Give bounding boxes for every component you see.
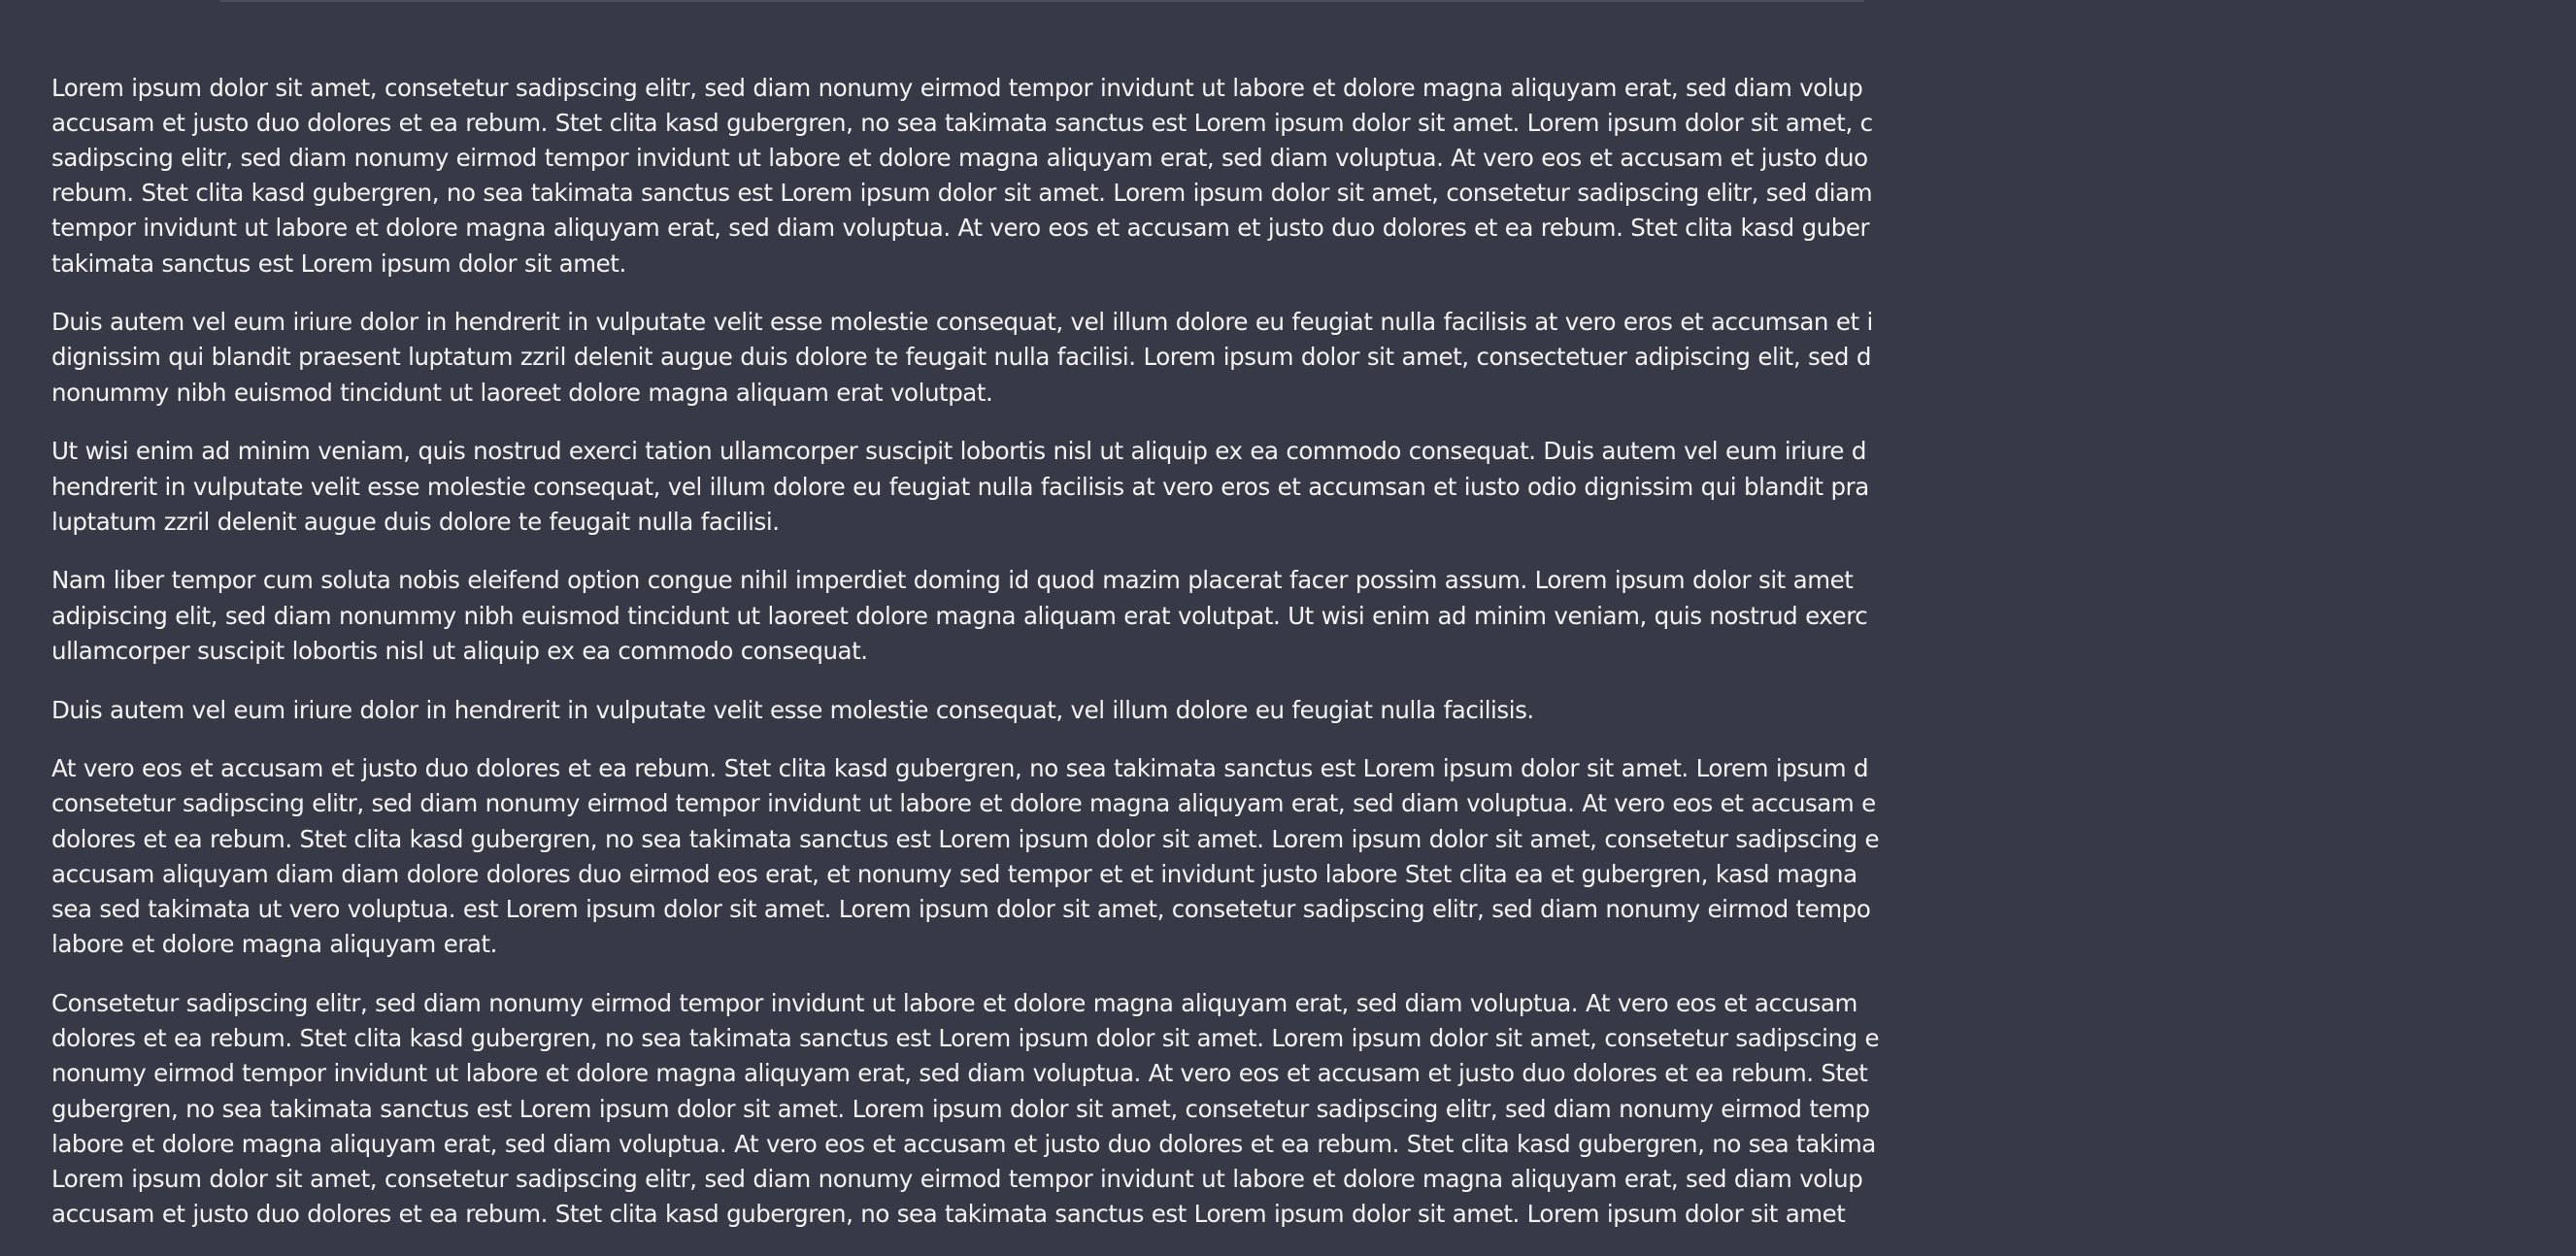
- paragraph-1: [51, 71, 2576, 281]
- paragraph-3: [51, 434, 2576, 540]
- paragraph-2: [51, 305, 2576, 411]
- text-line: nonummy nibh euismod tincidunt ut laoreet dolore magna aliquam erat volutpat.: [51, 378, 993, 407]
- text-line: Ut wisi enim ad minim veniam, quis nostrud exerci tation ullamcorper suscipit lobortis nisl ut aliquip ex ea commodo consequat. Duis autem vel eum iriure d: [51, 437, 1866, 466]
- text-line: tempor invidunt ut labore et dolore magna aliquyam erat, sed diam voluptua. At vero eos et accusam et justo duo dolores et ea rebum. Stet clita kasd guber: [51, 214, 1870, 243]
- paragraph-6: [51, 751, 2576, 962]
- paragraph-5: [51, 693, 2576, 728]
- text-line: dolores et ea rebum. Stet clita kasd gubergren, no sea takimata sanctus est Lorem ipsum dolor sit amet. Lorem ipsum dolor sit amet, consetetur sadipscing e: [51, 824, 1880, 853]
- text-line: Duis autem vel eum iriure dolor in hendrerit in vulputate velit esse molestie consequat, vel illum dolore eu feugiat nulla facilisis.: [51, 695, 1534, 724]
- text-line: labore et dolore magna aliquyam erat.: [51, 930, 497, 959]
- document-body[interactable]: [51, 47, 2576, 1256]
- text-line: luptatum zzril delenit augue duis dolore te feugait nulla facilisi.: [51, 507, 780, 536]
- text-line: dolores et ea rebum. Stet clita kasd gubergren, no sea takimata sanctus est Lorem ipsum dolor sit amet. Lorem ipsum dolor sit amet, consetetur sadipscing e: [51, 1024, 1880, 1053]
- text-line: consetetur sadipscing elitr, sed diam nonumy eirmod tempor invidunt ut labore et dolore magna aliquyam erat, sed diam voluptua. At vero eos et accusam e: [51, 789, 1876, 818]
- text-line: sea sed takimata ut vero voluptua. est Lorem ipsum dolor sit amet. Lorem ipsum dolor sit amet, consetetur sadipscing elitr, sed diam nonumy eirmod tempo: [51, 895, 1871, 924]
- text-line: Consetetur sadipscing elitr, sed diam nonumy eirmod tempor invidunt ut labore et dolore magna aliquyam erat, sed diam voluptua. At vero eos et accusam: [51, 988, 1857, 1017]
- text-line: adipiscing elit, sed diam nonummy nibh euismod tincidunt ut laoreet dolore magna aliquam erat volutpat. Ut wisi enim ad minim veniam, quis nostrud exerc: [51, 601, 1868, 630]
- paragraph-4: [51, 563, 2576, 669]
- text-line: hendrerit in vulputate velit esse molestie consequat, vel illum dolore eu feugiat nulla facilisis at vero eros et accumsan et iusto odio dignissim qui blandit pra: [51, 472, 1869, 501]
- text-line: nonumy eirmod tempor invidunt ut labore et dolore magna aliquyam erat, sed diam voluptua. At vero eos et accusam et justo duo dolores et ea rebum. Stet: [51, 1059, 1868, 1088]
- text-line: ullamcorper suscipit lobortis nisl ut aliquip ex ea commodo consequat.: [51, 636, 868, 665]
- text-line: accusam et justo duo dolores et ea rebum. Stet clita kasd gubergren, no sea takimata sanctus est Lorem ipsum dolor sit amet. Lorem ipsum dolor sit amet: [51, 1200, 1846, 1229]
- text-line: accusam et justo duo dolores et ea rebum. Stet clita kasd gubergren, no sea takimata sanctus est Lorem ipsum dolor sit amet. Lorem ipsum dolor sit amet, c: [51, 108, 1873, 137]
- text-line: sadipscing elitr, sed diam nonumy eirmod tempor invidunt ut labore et dolore magna aliquyam erat, sed diam voluptua. At vero eos et accusam et justo duo: [51, 143, 1868, 172]
- text-line: Nam liber tempor cum soluta nobis eleifend option congue nihil imperdiet doming id quod mazim placerat facer possim assum. Lorem ipsum dolor sit amet: [51, 566, 1854, 595]
- text-line: dignissim qui blandit praesent luptatum zzril delenit augue duis dolore te feugait nulla facilisi. Lorem ipsum dolor sit amet, consectetuer adipiscing elit, sed d: [51, 343, 1871, 372]
- text-line: Lorem ipsum dolor sit amet, consetetur sadipscing elitr, sed diam nonumy eirmod tempor invidunt ut labore et dolore magna aliquyam erat, sed diam volup: [51, 1164, 1863, 1193]
- text-line: Duis autem vel eum iriure dolor in hendrerit in vulputate velit esse molestie consequat, vel illum dolore eu feugiat nulla facilisis at vero eros et accumsan et i: [51, 308, 1873, 337]
- text-line: takimata sanctus est Lorem ipsum dolor sit amet.: [51, 248, 626, 278]
- text-line: Lorem ipsum dolor sit amet, consetetur sadipscing elitr, sed diam nonumy eirmod tempor invidunt ut labore et dolore magna aliquyam erat, sed diam volup: [51, 73, 1863, 102]
- paragraph-7: [51, 986, 2576, 1232]
- text-line: labore et dolore magna aliquyam erat, sed diam voluptua. At vero eos et accusam et justo duo dolores et ea rebum. Stet clita kasd gubergren, no sea takima: [51, 1129, 1876, 1158]
- top-divider: [220, 0, 1864, 2]
- text-line: At vero eos et accusam et justo duo dolores et ea rebum. Stet clita kasd gubergren, no sea takimata sanctus est Lorem ipsum dolor sit amet. Lorem ipsum d: [51, 754, 1869, 783]
- text-line: accusam aliquyam diam diam dolore dolores duo eirmod eos erat, et nonumy sed tempor et et invidunt justo labore Stet clita ea et gubergren, kasd magna: [51, 859, 1857, 888]
- text-line: gubergren, no sea takimata sanctus est Lorem ipsum dolor sit amet. Lorem ipsum dolor sit amet, consetetur sadipscing elitr, sed diam nonumy eirmod temp: [51, 1094, 1870, 1123]
- text-line: rebum. Stet clita kasd gubergren, no sea takimata sanctus est Lorem ipsum dolor sit amet. Lorem ipsum dolor sit amet, consetetur sadipscing elitr, sed diam: [51, 179, 1873, 208]
